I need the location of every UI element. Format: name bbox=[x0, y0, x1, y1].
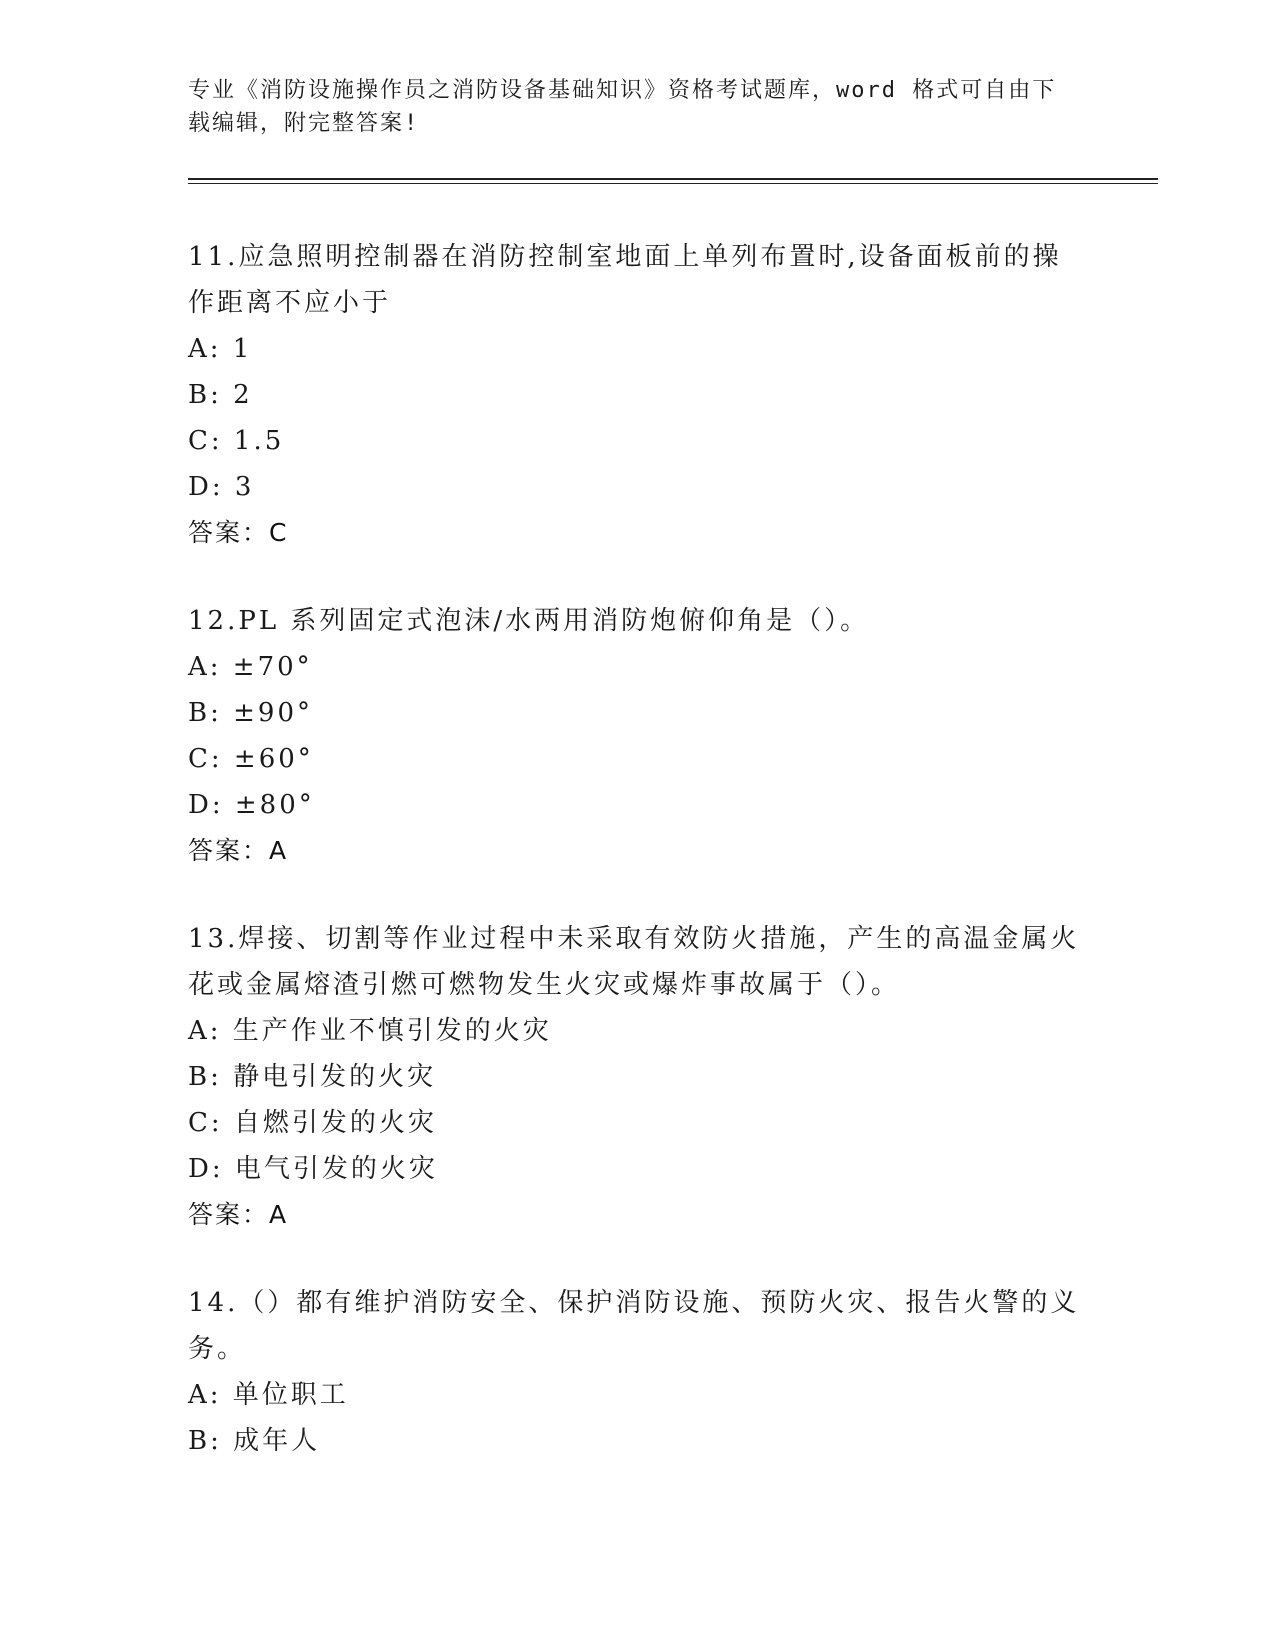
question-12 bbox=[188, 598, 1088, 874]
question-stem-line: 作距离不应小于 bbox=[188, 288, 392, 318]
option-a: A: 生产作业不慎引发的火灾 bbox=[188, 1016, 552, 1046]
option-d: D: 电气引发的火灾 bbox=[188, 1154, 438, 1184]
header-line-1: 专业《消防设施操作员之消防设备基础知识》资格考试题库，word 格式可自由下 bbox=[188, 78, 1057, 103]
option-b: B: 静电引发的火灾 bbox=[188, 1062, 437, 1092]
header-divider-thin bbox=[188, 183, 1158, 184]
answer-line: 答案：C bbox=[188, 518, 289, 547]
answer-line: 答案：A bbox=[188, 836, 289, 865]
question-stem-line: 花或金属熔渣引燃可燃物发生火灾或爆炸事故属于（）。 bbox=[188, 970, 901, 1000]
question-11 bbox=[188, 234, 1088, 556]
question-13 bbox=[188, 916, 1088, 1238]
question-stem-line: 14.（）都有维护消防安全、保护消防设施、预防火灾、报告火警的义 bbox=[188, 1288, 1080, 1318]
option-b: B: ±90° bbox=[188, 698, 313, 728]
option-a: A: ±70° bbox=[188, 652, 313, 682]
question-14 bbox=[188, 1280, 1088, 1464]
option-d: D: ±80° bbox=[188, 790, 315, 820]
option-a: A: 1 bbox=[188, 334, 253, 364]
answer-line: 答案：A bbox=[188, 1200, 289, 1229]
question-stem-line: 务。 bbox=[188, 1334, 247, 1364]
option-c: C: 自燃引发的火灾 bbox=[188, 1108, 437, 1138]
option-b: B: 成年人 bbox=[188, 1426, 321, 1456]
option-d: D: 3 bbox=[188, 472, 255, 502]
document-header bbox=[188, 74, 1068, 140]
option-a: A: 单位职工 bbox=[188, 1380, 349, 1410]
question-stem-line: 11.应急照明控制器在消防控制室地面上单列布置时,设备面板前的操 bbox=[188, 242, 1062, 272]
question-stem-line: 13.焊接、切割等作业过程中未采取有效防火措施，产生的高温金属火 bbox=[188, 924, 1080, 954]
option-c: C: 1.5 bbox=[188, 426, 285, 456]
option-c: C: ±60° bbox=[188, 744, 314, 774]
option-b: B: 2 bbox=[188, 380, 253, 410]
header-line-2: 载编辑，附完整答案! bbox=[188, 111, 420, 136]
question-stem-line: 12.PL 系列固定式泡沫/水两用消防炮俯仰角是（）。 bbox=[188, 606, 870, 636]
header-divider-thick bbox=[188, 178, 1158, 180]
